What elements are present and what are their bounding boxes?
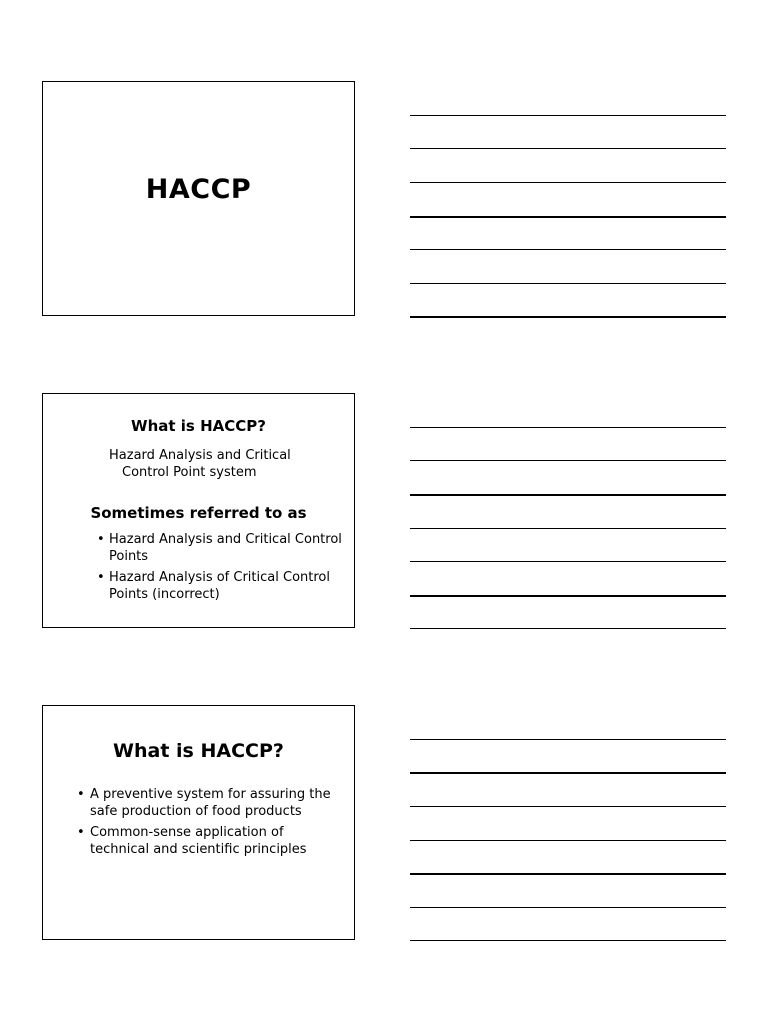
note-line	[410, 739, 726, 740]
note-line	[410, 460, 726, 461]
note-line	[410, 772, 726, 774]
slide-2-title: What is HACCP?	[131, 417, 266, 435]
note-line	[410, 806, 726, 807]
note-line	[410, 940, 726, 941]
note-line	[410, 249, 726, 250]
bullet-item: • Hazard Analysis of Critical Control Points (incorrect)	[97, 569, 347, 603]
note-line	[410, 528, 726, 529]
slide-3-bullet-list	[77, 786, 339, 862]
note-line	[410, 216, 726, 218]
note-line	[410, 873, 726, 875]
note-line	[410, 115, 726, 116]
definition-line-1: Hazard Analysis and Critical	[109, 448, 291, 463]
slide-1	[42, 81, 355, 316]
slide-2-subtitle: Sometimes referred to as	[90, 504, 307, 522]
definition-line-2: Control Point system	[122, 465, 257, 480]
slide-3	[42, 705, 355, 940]
note-line	[410, 427, 726, 428]
note-line	[410, 628, 726, 629]
note-line	[410, 182, 726, 183]
note-line	[410, 561, 726, 562]
note-line	[410, 316, 726, 318]
slide-2-definition	[109, 447, 345, 481]
note-line	[410, 283, 726, 284]
slide-3-title: What is HACCP?	[113, 740, 284, 762]
note-line	[410, 907, 726, 908]
bullet-item: • Hazard Analysis and Critical Control Points	[97, 531, 347, 565]
bullet-item: • A preventive system for assuring the safe production of food products	[77, 786, 339, 820]
slide-2-bullet-list	[97, 531, 347, 607]
slide-2	[42, 393, 355, 628]
note-line	[410, 494, 726, 496]
bullet-item: • Common-sense application of technical and scientific principles	[77, 824, 339, 858]
note-line	[410, 595, 726, 597]
note-line	[410, 840, 726, 841]
note-line	[410, 148, 726, 149]
slide-1-title: HACCP	[145, 174, 252, 205]
